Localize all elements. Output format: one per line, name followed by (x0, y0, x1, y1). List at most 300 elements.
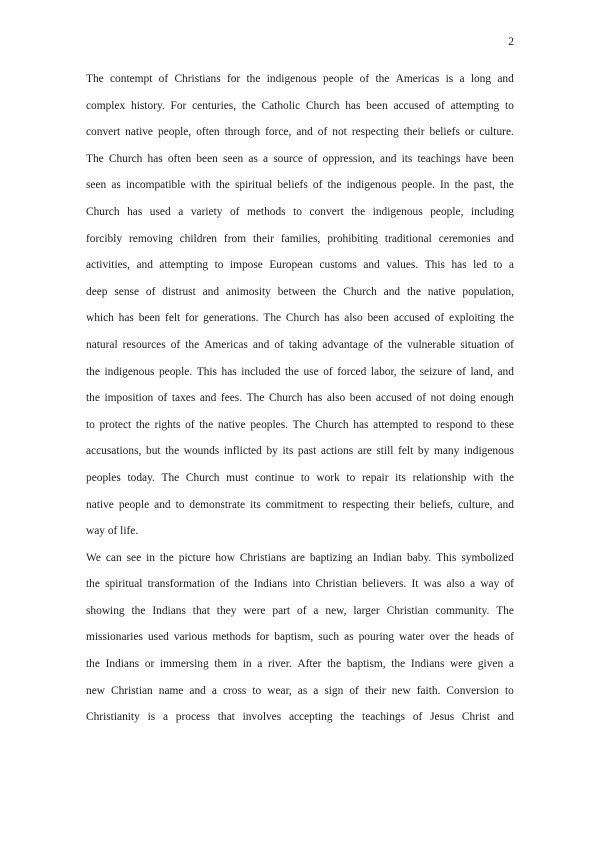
word: of (229, 205, 240, 218)
word: to (214, 259, 224, 272)
word: of (158, 73, 169, 85)
word: indigenous (372, 205, 423, 218)
word: but (146, 445, 161, 458)
word: through (224, 126, 261, 139)
word: to (328, 498, 338, 511)
word: has (345, 99, 361, 112)
word: fees. (220, 392, 243, 405)
word: oppression, (322, 152, 375, 165)
word: and (136, 259, 153, 272)
word: see (126, 551, 142, 564)
word: been (492, 152, 514, 165)
word: the (86, 365, 100, 378)
word: methods (247, 205, 286, 218)
word: native (125, 126, 153, 139)
word: native (217, 418, 246, 431)
word: the (375, 73, 390, 85)
word: various (173, 631, 208, 644)
text-line (86, 93, 514, 120)
word: The (86, 152, 104, 165)
text-line (86, 624, 514, 651)
word: way (480, 578, 500, 591)
word: to (175, 498, 185, 511)
word: were (243, 604, 266, 617)
word: as (111, 179, 121, 192)
word: Church (268, 392, 303, 405)
word: spiritual (105, 578, 143, 591)
text-line (86, 332, 514, 359)
word: over (429, 631, 450, 644)
word: This (196, 365, 217, 378)
text-line (86, 651, 514, 678)
text-line (86, 704, 514, 731)
word: teachings (417, 152, 461, 165)
word: many (433, 445, 460, 458)
word: sense (114, 285, 140, 298)
word: accusations, (86, 445, 142, 458)
word: process (175, 711, 210, 724)
word: was (423, 578, 442, 591)
word: and (363, 259, 380, 272)
word: wear, (267, 684, 292, 697)
word: exploiting (449, 312, 496, 325)
word: culture. (479, 126, 514, 139)
word: Indians (410, 658, 445, 671)
word: the (131, 604, 146, 617)
word: the (241, 99, 256, 112)
word: faith. (416, 684, 441, 697)
word: such (318, 631, 340, 644)
word: for (226, 73, 241, 85)
word: of (157, 392, 168, 405)
text-line (86, 545, 514, 572)
word: and (497, 73, 514, 85)
word: has (221, 365, 237, 378)
word: methods (212, 631, 251, 644)
word: inflicted (223, 445, 262, 458)
word: people, (158, 126, 192, 139)
word: Christians (174, 73, 221, 85)
word: of (359, 73, 370, 85)
word: to (252, 684, 262, 697)
word: and (202, 285, 220, 298)
word: the (199, 418, 214, 431)
word: attempting (450, 99, 500, 112)
word: Church (285, 312, 320, 325)
word: forcibly (86, 232, 123, 245)
word: continue (254, 471, 295, 484)
word: a (459, 73, 465, 85)
word: past (297, 445, 317, 458)
word: Church (315, 418, 349, 431)
word: of (170, 338, 181, 351)
word: and (497, 365, 514, 378)
word: relationship (412, 471, 467, 484)
word: teachings (362, 711, 406, 724)
word: contempt (110, 73, 153, 85)
word: Church (108, 152, 143, 165)
word: We (86, 551, 101, 564)
word: of (317, 126, 328, 139)
word: pouring (358, 631, 395, 644)
word: their (253, 232, 274, 245)
word: with (190, 179, 211, 192)
word: animosity (225, 285, 271, 298)
word: which (86, 312, 114, 325)
word: been (349, 392, 372, 405)
word: force, (265, 126, 292, 139)
word: them (214, 658, 238, 671)
word: source (273, 152, 303, 165)
word: Indians (152, 604, 186, 617)
word: prohibiting (327, 232, 378, 245)
word: a (313, 604, 319, 617)
word: often (196, 126, 220, 139)
word: and (199, 392, 217, 405)
word: deep (86, 285, 108, 298)
word: into (292, 578, 311, 591)
word: After (297, 658, 322, 671)
text-line (86, 598, 514, 625)
word: and (497, 498, 514, 511)
word: accused (375, 392, 412, 405)
word: families, (280, 232, 321, 245)
word: imposition (104, 392, 154, 405)
text-line (86, 66, 514, 93)
text-line (86, 199, 514, 226)
word: the (388, 338, 403, 351)
word: ceremonies (438, 232, 491, 245)
word: part (272, 604, 291, 617)
word: and (252, 338, 270, 351)
word: enough (480, 392, 514, 405)
word: of (456, 365, 466, 378)
word: peoples. (250, 418, 288, 431)
word: the (185, 338, 200, 351)
word: resources (122, 338, 166, 351)
word: been (366, 99, 388, 112)
word: European (269, 259, 313, 272)
word: people. (158, 365, 193, 378)
word: or (464, 126, 475, 139)
word: not (430, 392, 446, 405)
word: children (179, 232, 217, 245)
word: The (292, 418, 311, 431)
word: also (326, 392, 346, 405)
word: by (266, 445, 278, 458)
word: today. (127, 471, 155, 484)
word: of (219, 578, 230, 591)
word: the (322, 285, 337, 298)
text-line (86, 438, 514, 465)
word: including (470, 205, 514, 218)
word: a (508, 658, 514, 671)
word: its (401, 152, 413, 165)
word: its (250, 498, 261, 511)
word: For (170, 99, 187, 112)
word: been (367, 312, 389, 325)
word: seizure (419, 365, 452, 378)
word: distrust (162, 285, 196, 298)
text-line (86, 492, 514, 519)
page-number: 2 (508, 36, 514, 48)
word: the (340, 711, 355, 724)
word: river. (268, 658, 292, 671)
word: felt (165, 312, 181, 325)
word: they (216, 604, 237, 617)
word: a (508, 259, 514, 272)
word: the (499, 471, 514, 484)
word: the (86, 658, 100, 671)
word: The (86, 73, 104, 85)
word: impose (229, 259, 263, 272)
text-line (86, 252, 514, 279)
word: people, (430, 205, 464, 218)
word: Christian (315, 578, 358, 591)
word: has (118, 312, 134, 325)
word: generations. (203, 312, 259, 325)
word: complex (86, 99, 126, 112)
text-line (86, 385, 514, 412)
word: and (497, 711, 514, 724)
word: must (226, 471, 249, 484)
word: with (473, 471, 494, 484)
text-line (86, 678, 514, 705)
word: respecting (342, 498, 389, 511)
word: doing (449, 392, 476, 405)
word: included (241, 365, 281, 378)
word: not (332, 126, 347, 139)
word: believers. (362, 578, 407, 591)
word: from (223, 232, 247, 245)
word: indigenous (104, 365, 155, 378)
word: protect (99, 418, 132, 431)
word: to (293, 205, 303, 218)
word: culture, (458, 498, 493, 511)
word: name (158, 684, 184, 697)
word: Church (305, 99, 340, 112)
word: centuries, (192, 99, 237, 112)
word: labor, (370, 365, 397, 378)
word: The (496, 604, 514, 617)
word: variety (190, 205, 223, 218)
word: their (393, 498, 415, 511)
word: the (215, 179, 230, 192)
word: between (277, 285, 316, 298)
word: Christians (239, 551, 287, 564)
word: been (196, 152, 218, 165)
word: also (446, 578, 465, 591)
word: a (162, 711, 168, 724)
word: the (351, 205, 366, 218)
word: Jesus (430, 711, 455, 724)
word: people (323, 73, 354, 85)
word: Church (86, 205, 120, 218)
word: use (303, 365, 319, 378)
word: to (86, 418, 95, 431)
word: people. (401, 179, 435, 192)
word: has (451, 259, 467, 272)
word: water (399, 631, 425, 644)
word: Indians (253, 578, 288, 591)
word: their (403, 126, 425, 139)
text-line (86, 119, 514, 146)
word: is (147, 711, 156, 724)
word: or (144, 658, 155, 671)
word: the (500, 312, 514, 325)
word: heads (473, 631, 500, 644)
word: long (470, 73, 492, 85)
word: vulnerable (407, 338, 456, 351)
word: and (380, 152, 397, 165)
word: by (417, 445, 430, 458)
word: larger (353, 604, 380, 617)
text-line (86, 571, 514, 598)
word: these (490, 418, 514, 431)
word: of (434, 312, 445, 325)
word: symbolized (461, 551, 514, 564)
word: been (138, 312, 161, 325)
word: Christ (461, 711, 490, 724)
word: the (234, 578, 249, 591)
word: and (189, 684, 206, 697)
word: baptizing (309, 551, 353, 564)
word: for (185, 312, 199, 325)
word: wounds (183, 445, 220, 458)
word: actions (320, 445, 354, 458)
word: native (86, 498, 114, 511)
word: its (395, 471, 406, 484)
word: and (497, 232, 514, 245)
word: picture (178, 551, 211, 564)
word: a (211, 684, 217, 697)
word: Conversion (446, 684, 499, 697)
word: natural (86, 338, 118, 351)
word: has (127, 205, 143, 218)
word: advantage (322, 338, 369, 351)
word: are (291, 551, 305, 564)
word: Church (185, 471, 220, 484)
word: traditional (384, 232, 432, 245)
word: respond (436, 418, 473, 431)
word: native (427, 285, 456, 298)
text-line (86, 412, 514, 439)
word: taking (288, 338, 318, 351)
text-line (86, 359, 514, 386)
word: used (147, 631, 169, 644)
word: history. (131, 99, 165, 112)
word: the (327, 658, 342, 671)
word: of (504, 338, 514, 351)
word: sign (324, 684, 344, 697)
text-line (86, 226, 514, 253)
word: as (297, 684, 308, 697)
word: to (504, 684, 514, 697)
word: The (161, 471, 180, 484)
word: In (439, 179, 450, 192)
word: were (450, 658, 473, 671)
text-line: way of life. (86, 525, 139, 538)
word: Catholic (261, 99, 301, 112)
word: of (312, 179, 323, 192)
word: that (192, 604, 210, 617)
word: the (159, 551, 174, 564)
word: accused (393, 99, 430, 112)
word: often (167, 152, 192, 165)
word: given (477, 658, 504, 671)
word: of (412, 711, 423, 724)
word: accused (393, 312, 430, 325)
word: community. (435, 604, 490, 617)
word: past, (473, 179, 495, 192)
text-line (86, 279, 514, 306)
word: demonstrate (189, 498, 246, 511)
word: commitment (265, 498, 324, 511)
word: in (242, 658, 252, 671)
word: activities, (86, 259, 130, 272)
word: used (149, 205, 171, 218)
word: their (364, 684, 386, 697)
word: has (324, 312, 340, 325)
word: transformation (147, 578, 215, 591)
word: how (215, 551, 235, 564)
word: of (274, 338, 284, 351)
word: Americas (204, 338, 248, 351)
word: of (297, 604, 307, 617)
word: to (346, 471, 356, 484)
word: beliefs, (419, 498, 454, 511)
word: Christianity (86, 711, 140, 724)
word: seen (223, 152, 244, 165)
word: rights (154, 418, 181, 431)
word: and (296, 126, 313, 139)
word: for (256, 631, 270, 644)
word: the (285, 365, 299, 378)
word: Church (343, 285, 377, 298)
word: the (86, 392, 100, 405)
word: customs (319, 259, 357, 272)
word: indigenous (346, 179, 397, 192)
word: new (391, 684, 411, 697)
word: The (263, 312, 282, 325)
word: led (473, 259, 488, 272)
word: accepting (288, 711, 333, 724)
word: has (353, 418, 369, 431)
word: repair (361, 471, 389, 484)
word: of (435, 99, 445, 112)
word: seen (86, 179, 107, 192)
word: work (316, 471, 340, 484)
word: forced (337, 365, 367, 378)
word: the (401, 365, 416, 378)
text-line (86, 305, 514, 332)
word: its (282, 445, 294, 458)
word: to (493, 259, 503, 272)
word: attempting (159, 259, 209, 272)
word: the (86, 578, 100, 591)
word: incompatible (125, 179, 186, 192)
word: to (300, 471, 310, 484)
word: The (246, 392, 265, 405)
word: the (391, 658, 406, 671)
word: attempted (373, 418, 419, 431)
word: of (145, 285, 156, 298)
word: the (135, 418, 150, 431)
word: Christian (386, 604, 429, 617)
word: and (154, 498, 171, 511)
word: beliefs (429, 126, 460, 139)
word: This (424, 259, 445, 272)
